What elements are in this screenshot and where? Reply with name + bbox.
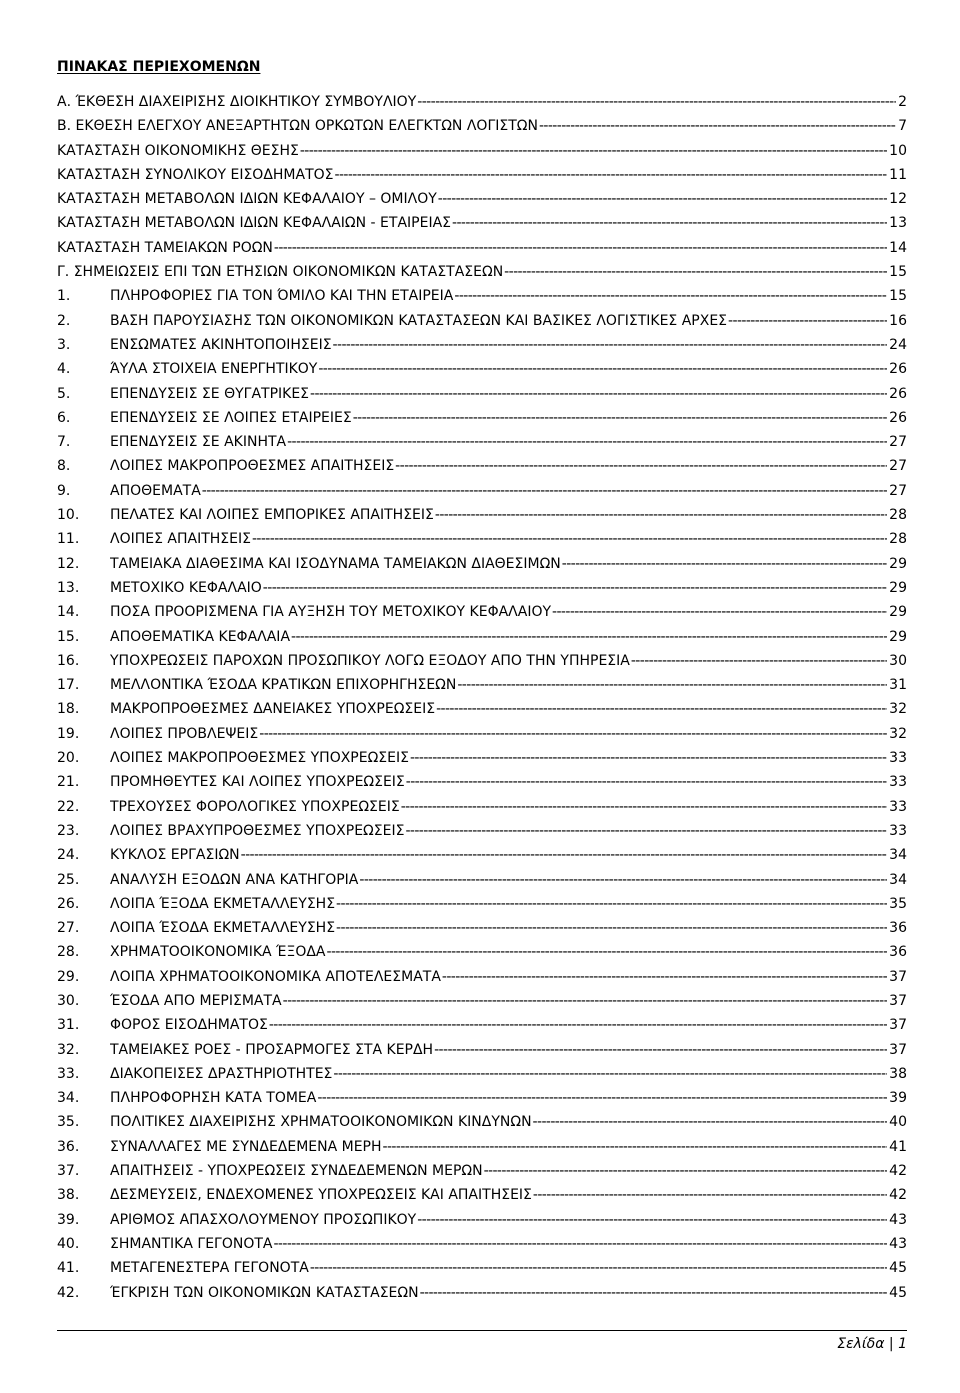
toc-entry-title: ΕΠΕΝΔΥΣΕΙΣ ΣΕ ΘΥΓΑΤΡΙΚΕΣ bbox=[110, 385, 310, 402]
toc-entry-title: ΤΡΕΧΟΥΣΕΣ ΦΟΡΟΛΟΓΙΚΕΣ ΥΠΟΧΡΕΩΣΕΙΣ bbox=[110, 798, 400, 815]
toc-entry-page: 37 bbox=[889, 968, 907, 985]
toc-entry-page: 33 bbox=[889, 822, 907, 839]
toc-leader-dashes bbox=[333, 335, 888, 355]
toc-entry-number: 15. bbox=[57, 628, 80, 645]
toc-leader-dashes bbox=[335, 165, 888, 185]
toc-leader-dashes bbox=[273, 1234, 887, 1254]
toc-entry-title: ΜΕΤΟΧΙΚΟ ΚΕΦΑΛΑΙΟ bbox=[110, 579, 262, 596]
toc-entry-page: 34 bbox=[889, 871, 907, 888]
page-footer bbox=[837, 1336, 907, 1352]
toc-entry-page: 45 bbox=[889, 1260, 907, 1277]
toc-entry-title: ΑΝΑΛΥΣΗ ΕΞΟΔΩΝ ΑΝΑ ΚΑΤΗΓΟΡΙΑ bbox=[110, 871, 359, 888]
footer-separator: | bbox=[888, 1336, 894, 1352]
toc-entry-title: ΛΟΙΠΕΣ ΜΑΚΡΟΠΡΟΘΕΣΜΕΣ ΑΠΑΙΤΗΣΕΙΣ bbox=[110, 458, 395, 475]
toc-entry-page: 42 bbox=[889, 1187, 907, 1204]
toc-leader-dashes bbox=[310, 384, 887, 404]
toc-entry-page: 41 bbox=[889, 1138, 907, 1155]
toc-leader-dashes bbox=[406, 772, 887, 792]
toc-entry-title: Α. ΈΚΘΕΣΗ ΔΙΑΧΕΙΡΙΣΗΣ ΔΙΟΙΚΗΤΙΚΟΥ ΣΥΜΒΟΥΛΙΟΥ bbox=[57, 94, 417, 110]
toc-entry-number: 40. bbox=[57, 1235, 80, 1252]
toc-entry[interactable] bbox=[57, 651, 907, 675]
toc-entry-page: 37 bbox=[889, 992, 907, 1009]
toc-leader-dashes bbox=[405, 821, 887, 841]
toc-entry-title: ΜΕΤΑΓΕΝΕΣΤΕΡΑ ΓΕΓΟΝΟΤΑ bbox=[110, 1260, 309, 1277]
toc-leader-dashes bbox=[263, 578, 887, 598]
toc-entry-page: 29 bbox=[889, 604, 907, 621]
toc-entry-number: 10. bbox=[57, 507, 80, 524]
toc-entry-title: ΕΠΕΝΔΥΣΕΙΣ ΣΕ ΛΟΙΠΕΣ ΕΤΑΙΡΕΙΕΣ bbox=[110, 409, 352, 426]
toc-entry-page: 11 bbox=[889, 166, 907, 183]
toc-entry-title: ΑΠΟΘΕΜΑΤΑ bbox=[110, 482, 201, 499]
toc-entry-page: 39 bbox=[889, 1090, 907, 1107]
toc-entry-page: 31 bbox=[889, 677, 907, 694]
toc-entry[interactable] bbox=[57, 92, 907, 116]
toc-entry-title: ΛΟΙΠΕΣ ΑΠΑΙΤΗΣΕΙΣ bbox=[110, 531, 251, 548]
toc-leader-dashes bbox=[728, 311, 887, 331]
toc-leader-dashes bbox=[539, 116, 896, 136]
toc-entry-number: 12. bbox=[57, 555, 80, 572]
toc-entry-title: ΛΟΙΠΑ ΧΡΗΜΑΤΟΟΙΚΟΝΟΜΙΚΑ ΑΠΟΤΕΛΕΣΜΑΤΑ bbox=[110, 968, 441, 985]
toc-entry-page: 32 bbox=[889, 725, 907, 742]
toc-entry-page: 26 bbox=[889, 409, 907, 426]
toc-entry-page: 26 bbox=[889, 385, 907, 402]
toc-entry-title: ΠΟΣΑ ΠΡΟΟΡΙΣΜΕΝΑ ΓΙΑ ΑΥΞΗΣΗ ΤΟΥ ΜΕΤΟΧΙΚΟΥ ΚΕΦΑΛΑΙΟΥ bbox=[110, 604, 552, 621]
toc-entry-page: 16 bbox=[889, 312, 907, 329]
toc-leader-dashes bbox=[283, 991, 888, 1011]
toc-leader-dashes bbox=[383, 1137, 888, 1157]
toc-leader-dashes bbox=[552, 602, 887, 622]
toc-entry[interactable] bbox=[57, 165, 907, 189]
toc-entry-title: ΣΥΝΑΛΛΑΓΕΣ ΜΕ ΣΥΝΔΕΔΕΜΕΝΑ ΜΕΡΗ bbox=[110, 1138, 382, 1155]
toc-entry[interactable] bbox=[57, 1161, 907, 1185]
toc-entry-title: ΠΡΟΜΗΘΕΥΤΕΣ ΚΑΙ ΛΟΙΠΕΣ ΥΠΟΧΡΕΩΣΕΙΣ bbox=[110, 774, 405, 791]
toc-leader-dashes bbox=[259, 724, 887, 744]
toc-leader-dashes bbox=[401, 797, 887, 817]
toc-leader-dashes bbox=[484, 1161, 888, 1181]
toc-entry-number: 35. bbox=[57, 1114, 80, 1131]
toc-entry-title: ΆΥΛΑ ΣΤΟΙΧΕΙΑ ΕΝΕΡΓΗΤΙΚΟΥ bbox=[110, 361, 318, 378]
toc-leader-dashes bbox=[631, 651, 887, 671]
toc-entry[interactable] bbox=[57, 1185, 907, 1209]
toc-entry-title: ΚΑΤΑΣΤΑΣΗ ΤΑΜΕΙΑΚΩΝ ΡΟΩΝ bbox=[57, 239, 273, 256]
toc-entry-title: ΛΟΙΠΕΣ ΒΡΑΧΥΠΡΟΘΕΣΜΕΣ ΥΠΟΧΡΕΩΣΕΙΣ bbox=[110, 822, 405, 839]
toc-entry-title: Γ. ΣΗΜΕΙΩΣΕΙΣ ΕΠΙ ΤΩΝ ΕΤΗΣΙΩΝ ΟΙΚΟΝΟΜΙΚΩΝ ΚΑΤΑΣΤΑΣΕΩΝ bbox=[57, 264, 504, 281]
toc-entry[interactable] bbox=[57, 675, 907, 699]
toc-entry[interactable] bbox=[57, 116, 907, 140]
toc-leader-dashes bbox=[310, 1258, 887, 1278]
toc-entry-page: 28 bbox=[889, 507, 907, 524]
toc-entry-number: 26. bbox=[57, 895, 80, 912]
toc-entry-title: ΑΡΙΘΜΟΣ ΑΠΑΣΧΟΛΟΥΜΕΝΟΥ ΠΡΟΣΩΠΙΚΟΥ bbox=[110, 1211, 417, 1228]
toc-entry-number: 16. bbox=[57, 652, 80, 669]
toc-entry-number: 1. bbox=[57, 288, 71, 305]
toc-entry-number: 11. bbox=[57, 531, 80, 548]
toc-entry-number: 2. bbox=[57, 312, 71, 329]
toc-leader-dashes bbox=[317, 1088, 887, 1108]
toc-entry-page: 35 bbox=[889, 895, 907, 912]
toc-entry[interactable] bbox=[57, 724, 907, 748]
toc-entry[interactable] bbox=[57, 1234, 907, 1258]
toc-entry-title: ΛΟΙΠΑ ΈΣΟΔΑ ΕΚΜΕΤΑΛΛΕΥΣΗΣ bbox=[110, 920, 336, 937]
toc-entry[interactable] bbox=[57, 481, 907, 505]
footer-rule bbox=[57, 1330, 907, 1331]
toc-entry[interactable] bbox=[57, 311, 907, 335]
toc-entry-number: 29. bbox=[57, 968, 80, 985]
toc-entry-number: 18. bbox=[57, 701, 80, 718]
toc-entry-page: 30 bbox=[889, 652, 907, 669]
toc-entry-number: 20. bbox=[57, 750, 80, 767]
toc-entry-title: Β. ΕΚΘΕΣΗ ΕΛΕΓΧΟΥ ΑΝΕΞΑΡΤΗΤΩΝ ΟΡΚΩΤΩΝ ΕΛΕΓΚΤΩΝ ΛΟΓΙΣΤΩΝ bbox=[57, 118, 538, 135]
toc-entry-title: ΠΕΛΑΤΕΣ ΚΑΙ ΛΟΙΠΕΣ ΕΜΠΟΡΙΚΕΣ ΑΠΑΙΤΗΣΕΙΣ bbox=[110, 507, 434, 524]
toc-entry-number: 34. bbox=[57, 1090, 80, 1107]
toc-entry-title: ΥΠΟΧΡΕΩΣΕΙΣ ΠΑΡΟΧΩΝ ΠΡΟΣΩΠΙΚΟΥ ΛΟΓΩ ΕΞΟΔΟΥ ΑΠΟ ΤΗΝ ΥΠΗΡΕΣΙΑ bbox=[110, 652, 630, 669]
toc-leader-dashes bbox=[562, 554, 887, 574]
toc-entry-title: ΠΛΗΡΟΦΟΡΗΣΗ ΚΑΤΑ ΤΟΜΕΑ bbox=[110, 1090, 317, 1107]
toc-entry-page: 28 bbox=[889, 531, 907, 548]
toc-entry-page: 37 bbox=[889, 1017, 907, 1034]
toc-entry-number: 25. bbox=[57, 871, 80, 888]
toc-entry[interactable] bbox=[57, 870, 907, 894]
toc-leader-dashes bbox=[417, 1210, 887, 1230]
toc-entry-number: 3. bbox=[57, 336, 71, 353]
toc-entry-number: 21. bbox=[57, 774, 80, 791]
table-of-contents bbox=[57, 92, 907, 1307]
toc-entry-page: 10 bbox=[889, 142, 907, 159]
toc-leader-dashes bbox=[202, 481, 887, 501]
toc-entry-number: 36. bbox=[57, 1138, 80, 1155]
toc-entry-title: ΠΛΗΡΟΦΟΡΙΕΣ ΓΙΑ ΤΟΝ ΌΜΙΛΟ ΚΑΙ ΤΗΝ ΕΤΑΙΡΕΙΑ bbox=[110, 288, 454, 305]
toc-entry-title: ΛΟΙΠΑ ΈΞΟΔΑ ΕΚΜΕΤΑΛΛΕΥΣΗΣ bbox=[110, 895, 336, 912]
toc-entry-page: 36 bbox=[889, 944, 907, 961]
toc-entry-number: 42. bbox=[57, 1284, 80, 1301]
toc-entry-number: 39. bbox=[57, 1211, 80, 1228]
toc-leader-dashes bbox=[353, 408, 887, 428]
toc-leader-dashes bbox=[327, 942, 888, 962]
toc-entry-page: 24 bbox=[889, 336, 907, 353]
toc-entry[interactable] bbox=[57, 456, 907, 480]
toc-entry-number: 27. bbox=[57, 920, 80, 937]
toc-entry-page: 13 bbox=[889, 215, 907, 232]
toc-entry-page: 33 bbox=[889, 750, 907, 767]
toc-entry-title: ΔΕΣΜΕΥΣΕΙΣ, ΕΝΔΕΧΟΜΕΝΕΣ ΥΠΟΧΡΕΩΣΕΙΣ ΚΑΙ ΑΠΑΙΤΗΣΕΙΣ bbox=[110, 1187, 532, 1204]
toc-entry-title: ΚΑΤΑΣΤΑΣΗ ΜΕΤΑΒΟΛΩΝ ΙΔΙΩΝ ΚΕΦΑΛΑΙΩΝ - ΕΤΑΙΡΕΙΑΣ bbox=[57, 215, 451, 232]
toc-entry-page: 38 bbox=[889, 1065, 907, 1082]
toc-leader-dashes bbox=[533, 1112, 888, 1132]
toc-entry-number: 7. bbox=[57, 434, 71, 451]
toc-entry-number: 19. bbox=[57, 725, 80, 742]
toc-entry[interactable] bbox=[57, 1040, 907, 1064]
toc-entry-number: 24. bbox=[57, 847, 80, 864]
toc-entry[interactable] bbox=[57, 189, 907, 213]
toc-entry-title: ΠΟΛΙΤΙΚΕΣ ΔΙΑΧΕΙΡΙΣΗΣ ΧΡΗΜΑΤΟΟΙΚΟΝΟΜΙΚΩΝ ΚΙΝΔΥΝΩΝ bbox=[110, 1114, 532, 1131]
page-title: ΠΙΝΑΚΑΣ ΠΕΡΙΕΧΟΜΕΝΩΝ bbox=[57, 59, 261, 75]
toc-entry-title: ΈΣΟΔΑ ΑΠΟ ΜΕΡΙΣΜΑΤΑ bbox=[110, 992, 282, 1009]
toc-entry[interactable] bbox=[57, 578, 907, 602]
toc-leader-dashes bbox=[336, 894, 887, 914]
toc-leader-dashes bbox=[300, 141, 887, 161]
toc-entry-title: ΤΑΜΕΙΑΚΑ ΔΙΑΘΕΣΙΜΑ ΚΑΙ ΙΣΟΔΥΝΑΜΑ ΤΑΜΕΙΑΚΩΝ ΔΙΑΘΕΣΙΜΩΝ bbox=[110, 555, 561, 572]
toc-leader-dashes bbox=[241, 845, 888, 865]
toc-leader-dashes bbox=[269, 1015, 887, 1035]
toc-entry[interactable] bbox=[57, 1137, 907, 1161]
toc-entry-title: ΣΗΜΑΝΤΙΚΑ ΓΕΓΟΝΟΤΑ bbox=[110, 1235, 273, 1252]
toc-entry[interactable] bbox=[57, 141, 907, 165]
toc-entry-number: 17. bbox=[57, 677, 80, 694]
toc-entry[interactable] bbox=[57, 384, 907, 408]
toc-entry-title: ΛΟΙΠΕΣ ΜΑΚΡΟΠΡΟΘΕΣΜΕΣ ΥΠΟΧΡΕΩΣΕΙΣ bbox=[110, 750, 409, 767]
toc-entry-page: 27 bbox=[889, 458, 907, 475]
toc-entry-page: 26 bbox=[889, 361, 907, 378]
toc-entry-page: 37 bbox=[889, 1041, 907, 1058]
toc-entry[interactable] bbox=[57, 699, 907, 723]
toc-entry-page: 29 bbox=[889, 555, 907, 572]
toc-entry-title: ΚΑΤΑΣΤΑΣΗ ΟΙΚΟΝΟΜΙΚΗΣ ΘΕΣΗΣ bbox=[57, 142, 299, 159]
toc-entry-number: 33. bbox=[57, 1065, 80, 1082]
toc-leader-dashes bbox=[504, 262, 887, 282]
toc-entry[interactable] bbox=[57, 1210, 907, 1234]
toc-entry[interactable] bbox=[57, 942, 907, 966]
toc-leader-dashes bbox=[442, 967, 887, 987]
toc-entry-page: 43 bbox=[889, 1211, 907, 1228]
toc-leader-dashes bbox=[457, 675, 887, 695]
toc-leader-dashes bbox=[395, 456, 887, 476]
footer-page-label: Σελίδα bbox=[837, 1336, 885, 1352]
toc-entry-page: 27 bbox=[889, 434, 907, 451]
toc-entry-page: 15 bbox=[889, 264, 907, 281]
toc-entry-number: 13. bbox=[57, 579, 80, 596]
toc-entry-number: 32. bbox=[57, 1041, 80, 1058]
toc-entry-page: 27 bbox=[889, 482, 907, 499]
toc-entry-title: ΜΑΚΡΟΠΡΟΘΕΣΜΕΣ ΔΑΝΕΙΑΚΕΣ ΥΠΟΧΡΕΩΣΕΙΣ bbox=[110, 701, 436, 718]
toc-entry-page: 33 bbox=[889, 798, 907, 815]
toc-entry-number: 9. bbox=[57, 482, 71, 499]
toc-entry-page: 12 bbox=[889, 191, 907, 208]
toc-entry[interactable] bbox=[57, 1258, 907, 1282]
toc-entry-title: ΕΝΣΩΜΑΤΕΣ ΑΚΙΝΗΤΟΠΟΙΗΣΕΙΣ bbox=[110, 336, 332, 353]
toc-entry[interactable] bbox=[57, 408, 907, 432]
toc-entry[interactable] bbox=[57, 432, 907, 456]
toc-entry-title: ΜΕΛΛΟΝΤΙΚΑ ΈΣΟΔΑ ΚΡΑΤΙΚΩΝ ΕΠΙΧΟΡΗΓΗΣΕΩΝ bbox=[110, 677, 457, 694]
toc-entry[interactable] bbox=[57, 918, 907, 942]
toc-leader-dashes bbox=[318, 359, 887, 379]
toc-entry-page: 2 bbox=[898, 94, 907, 110]
toc-entry-page: 34 bbox=[889, 847, 907, 864]
toc-entry-number: 37. bbox=[57, 1163, 80, 1180]
toc-entry-title: ΦΟΡΟΣ ΕΙΣΟΔΗΜΑΤΟΣ bbox=[110, 1017, 268, 1034]
toc-leader-dashes bbox=[333, 1064, 887, 1084]
toc-entry[interactable] bbox=[57, 772, 907, 796]
toc-leader-dashes bbox=[359, 870, 887, 890]
toc-entry-number: 4. bbox=[57, 361, 71, 378]
toc-entry[interactable] bbox=[57, 991, 907, 1015]
toc-entry[interactable] bbox=[57, 1064, 907, 1088]
toc-entry[interactable] bbox=[57, 1015, 907, 1039]
toc-entry-page: 14 bbox=[889, 239, 907, 256]
toc-entry-title: ΚΥΚΛΟΣ ΕΡΓΑΣΙΩΝ bbox=[110, 847, 240, 864]
toc-entry[interactable] bbox=[57, 797, 907, 821]
toc-entry-title: ΚΑΤΑΣΤΑΣΗ ΣΥΝΟΛΙΚΟΥ ΕΙΣΟΔΗΜΑΤΟΣ bbox=[57, 166, 334, 183]
toc-entry[interactable] bbox=[57, 335, 907, 359]
toc-entry-page: 36 bbox=[889, 920, 907, 937]
toc-entry-title: ΛΟΙΠΕΣ ΠΡΟΒΛΕΨΕΙΣ bbox=[110, 725, 259, 742]
toc-entry[interactable] bbox=[57, 602, 907, 626]
toc-entry[interactable] bbox=[57, 213, 907, 237]
toc-entry-number: 22. bbox=[57, 798, 80, 815]
toc-entry[interactable] bbox=[57, 845, 907, 869]
toc-entry[interactable] bbox=[57, 529, 907, 553]
toc-leader-dashes bbox=[438, 189, 887, 209]
toc-entry-title: ΑΠΑΙΤΗΣΕΙΣ - ΥΠΟΧΡΕΩΣΕΙΣ ΣΥΝΔΕΔΕΜΕΝΩΝ ΜΕΡΩΝ bbox=[110, 1163, 483, 1180]
toc-leader-dashes bbox=[434, 1040, 887, 1060]
toc-leader-dashes bbox=[410, 748, 887, 768]
toc-entry[interactable] bbox=[57, 286, 907, 310]
toc-leader-dashes bbox=[274, 238, 887, 258]
toc-entry-number: 8. bbox=[57, 458, 71, 475]
toc-entry[interactable] bbox=[57, 238, 907, 262]
toc-entry-page: 42 bbox=[889, 1163, 907, 1180]
toc-entry[interactable] bbox=[57, 1088, 907, 1112]
toc-entry[interactable] bbox=[57, 967, 907, 991]
toc-leader-dashes bbox=[452, 213, 887, 233]
toc-entry-page: 7 bbox=[898, 118, 907, 135]
toc-entry-title: ΔΙΑΚΟΠΕΙΣΕΣ ΔΡΑΣΤΗΡΙΟΤΗΤΕΣ bbox=[110, 1065, 333, 1082]
toc-entry-title: ΧΡΗΜΑΤΟΟΙΚΟΝΟΜΙΚΑ ΈΞΟΔΑ bbox=[110, 944, 326, 961]
footer-page-number: 1 bbox=[898, 1336, 907, 1352]
toc-entry-number: 23. bbox=[57, 822, 80, 839]
toc-entry-number: 31. bbox=[57, 1017, 80, 1034]
toc-entry[interactable] bbox=[57, 554, 907, 578]
toc-entry-number: 6. bbox=[57, 409, 71, 426]
toc-entry-number: 14. bbox=[57, 604, 80, 621]
toc-entry[interactable] bbox=[57, 1112, 907, 1136]
toc-entry-page: 33 bbox=[889, 774, 907, 791]
toc-leader-dashes bbox=[291, 627, 887, 647]
toc-entry-title: ΑΠΟΘΕΜΑΤΙΚΑ ΚΕΦΑΛΑΙΑ bbox=[110, 628, 291, 645]
toc-entry-title: ΈΓΚΡΙΣΗ ΤΩΝ ΟΙΚΟΝΟΜΙΚΩΝ ΚΑΤΑΣΤΑΣΕΩΝ bbox=[110, 1284, 419, 1301]
toc-entry-page: 32 bbox=[889, 701, 907, 718]
toc-leader-dashes bbox=[533, 1185, 887, 1205]
toc-entry-title: ΚΑΤΑΣΤΑΣΗ ΜΕΤΑΒΟΛΩΝ ΙΔΙΩΝ ΚΕΦΑΛΑΙΟΥ – ΟΜΙΛΟΥ bbox=[57, 191, 437, 208]
toc-entry-number: 5. bbox=[57, 385, 71, 402]
toc-entry-title: ΤΑΜΕΙΑΚΕΣ ΡΟΕΣ - ΠΡΟΣΑΡΜΟΓΕΣ ΣΤΑ ΚΕΡΔΗ bbox=[110, 1041, 434, 1058]
toc-entry-number: 38. bbox=[57, 1187, 80, 1204]
toc-entry-page: 15 bbox=[889, 288, 907, 305]
toc-entry-page: 29 bbox=[889, 579, 907, 596]
toc-leader-dashes bbox=[420, 1283, 888, 1303]
toc-entry-page: 29 bbox=[889, 628, 907, 645]
toc-entry[interactable] bbox=[57, 627, 907, 651]
toc-entry[interactable] bbox=[57, 359, 907, 383]
toc-entry[interactable] bbox=[57, 821, 907, 845]
toc-leader-dashes bbox=[417, 92, 896, 112]
toc-leader-dashes bbox=[287, 432, 887, 452]
toc-entry-title: ΕΠΕΝΔΥΣΕΙΣ ΣΕ ΑΚΙΝΗΤΑ bbox=[110, 434, 287, 451]
toc-entry[interactable] bbox=[57, 262, 907, 286]
toc-entry[interactable] bbox=[57, 894, 907, 918]
toc-entry-page: 45 bbox=[889, 1284, 907, 1301]
toc-entry-title: ΒΑΣΗ ΠΑΡΟΥΣΙΑΣΗΣ ΤΩΝ ΟΙΚΟΝΟΜΙΚΩΝ ΚΑΤΑΣΤΑΣΕΩΝ ΚΑΙ ΒΑΣΙΚΕΣ ΛΟΓΙΣΤΙΚΕΣ ΑΡΧΕΣ bbox=[110, 312, 728, 329]
toc-entry-number: 28. bbox=[57, 944, 80, 961]
toc-entry[interactable] bbox=[57, 748, 907, 772]
toc-leader-dashes bbox=[336, 918, 887, 938]
toc-entry-number: 41. bbox=[57, 1260, 80, 1277]
toc-entry[interactable] bbox=[57, 1283, 907, 1307]
toc-leader-dashes bbox=[454, 286, 887, 306]
toc-entry-page: 40 bbox=[889, 1114, 907, 1131]
toc-entry[interactable] bbox=[57, 505, 907, 529]
toc-entry-number: 30. bbox=[57, 992, 80, 1009]
toc-entry-page: 43 bbox=[889, 1235, 907, 1252]
toc-leader-dashes bbox=[252, 529, 887, 549]
toc-leader-dashes bbox=[436, 699, 887, 719]
toc-leader-dashes bbox=[435, 505, 887, 525]
